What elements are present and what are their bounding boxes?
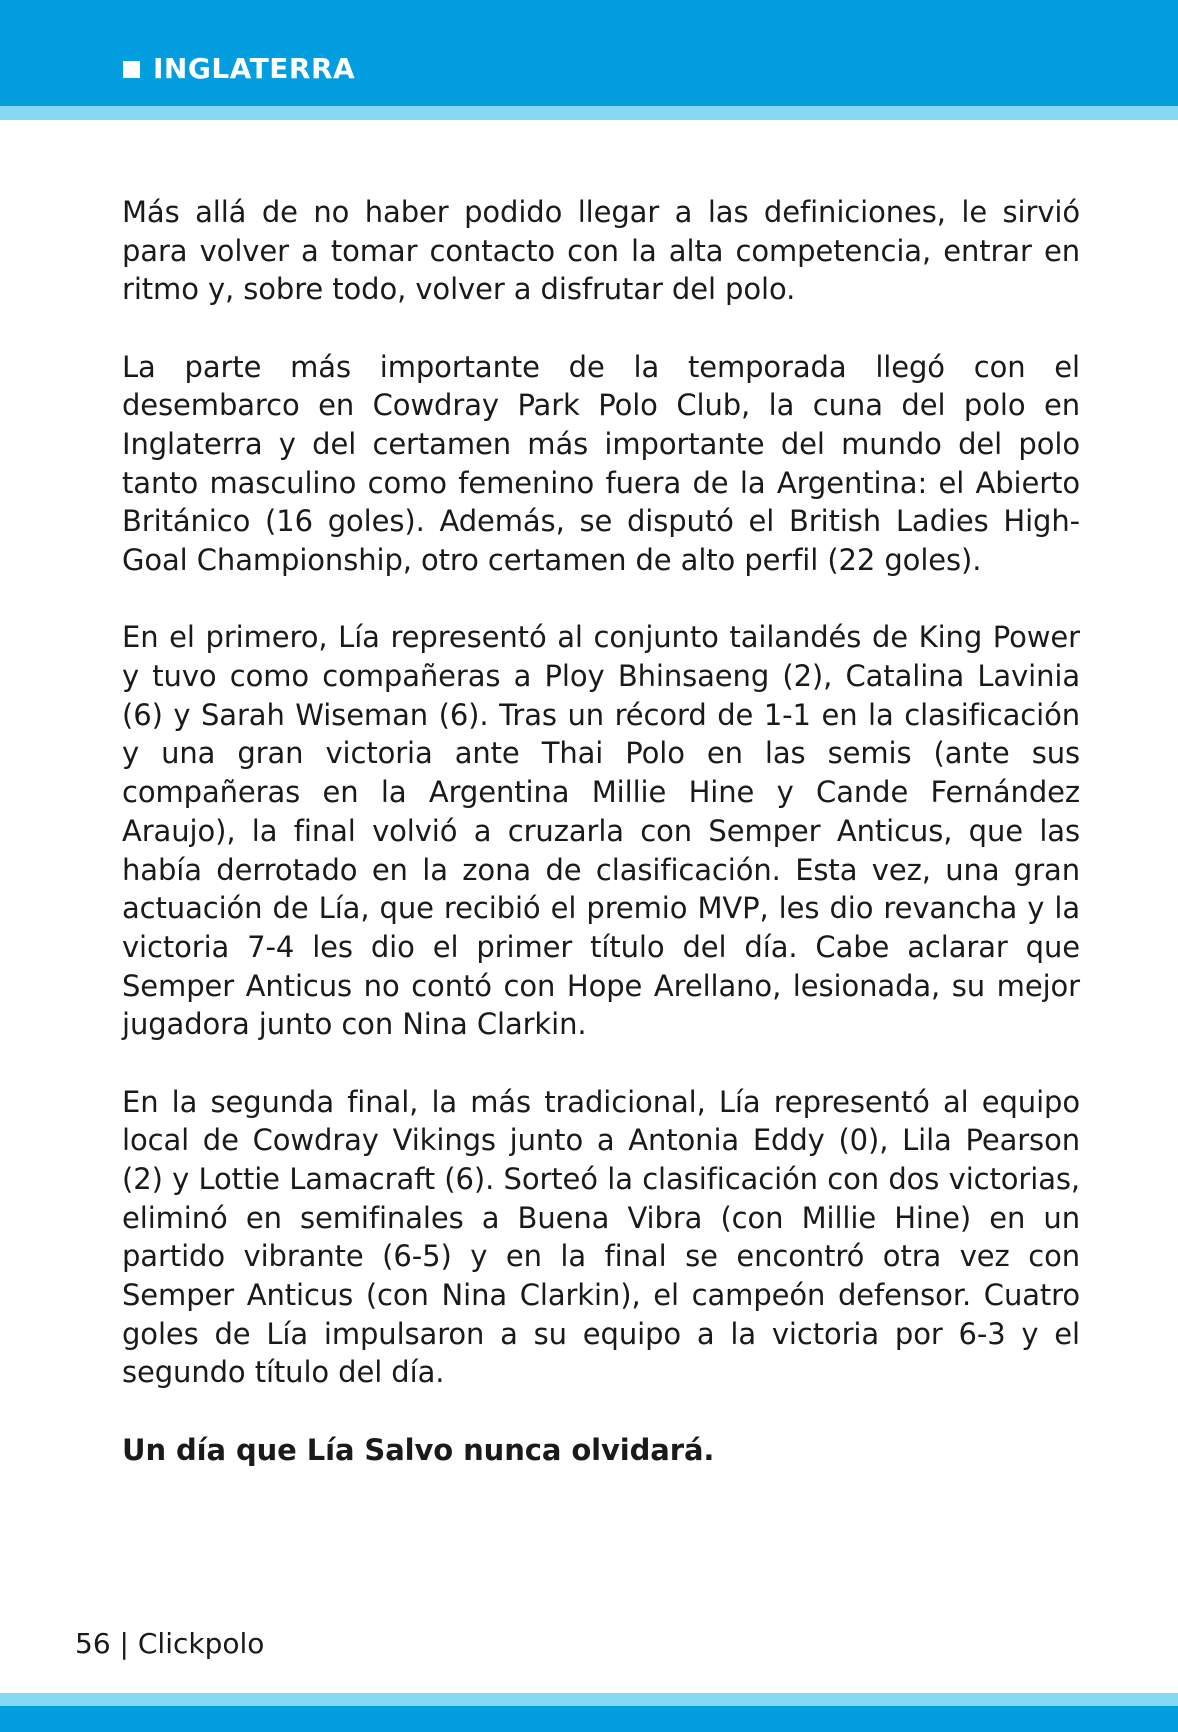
square-bullet-icon [123, 61, 140, 78]
header-stripe [0, 106, 1178, 120]
page-number-footer: 56 | Clickpolo [75, 1627, 265, 1660]
section-title: INGLATERRA [153, 52, 356, 85]
article-body [122, 193, 1080, 1469]
article-paragraph: La parte más importante de la temporada llegó con el desembarco en Cowdray Park Polo Club, la cuna del polo en Inglaterra y del certamen más importante del mundo del polo tanto masculino como femenino fuera de la Argentina: el Abierto Británico (16 goles). Además, se disputó el British Ladies High-Goal Championship, otro certamen de alto perfil (22 goles). [122, 349, 1080, 578]
footer-bar [0, 1706, 1178, 1732]
article-paragraph: En el primero, Lía representó al conjunto tailandés de King Power y tuvo como compañeras a Ploy Bhinsaeng (2), Catalina Lavinia (6) y Sarah Wiseman (6). Tras un récord de 1-1 en la clasificación y una gran victoria ante Thai Polo en las semis (ante sus compañeras en la Argentina Millie Hine y Cande Fernández Araujo), la final volvió a cruzarla con Semper Anticus, que las había derrotado en la zona de clasificación. Esta vez, una gran actuación de Lía, que recibió el premio MVP, les dio revancha y la victoria 7-4 les dio el primer título del día. Cabe aclarar que Semper Anticus no contó con Hope Arellano, lesionada, su mejor jugadora junto con Nina Clarkin. [122, 620, 1080, 1042]
footer-stripe [0, 1693, 1178, 1706]
closing-statement: Un día que Lía Salvo nunca olvidará. [122, 1432, 715, 1467]
article-paragraph: En la segunda final, la más tradicional, Lía representó al equipo local de Cowdray Vikings junto a Antonia Eddy (0), Lila Pearson (2) y Lottie Lamacraft (6). Sorteó la clasificación con dos victorias, eliminó en semifinales a Buena Vibra (con Millie Hine) en un partido vibrante (6-5) y en la final se encontró otra vez con Semper Anticus (con Nina Clarkin), el campeón defensor. Cuatro goles de Lía impulsaron a su equipo a la victoria por 6-3 y el segundo título del día. [122, 1084, 1080, 1390]
article-paragraph: Más allá de no haber podido llegar a las definiciones, le sirvió para volver a tomar contacto con la alta competencia, entrar en ritmo y, sobre todo, volver a disfrutar del polo. [122, 195, 1080, 307]
